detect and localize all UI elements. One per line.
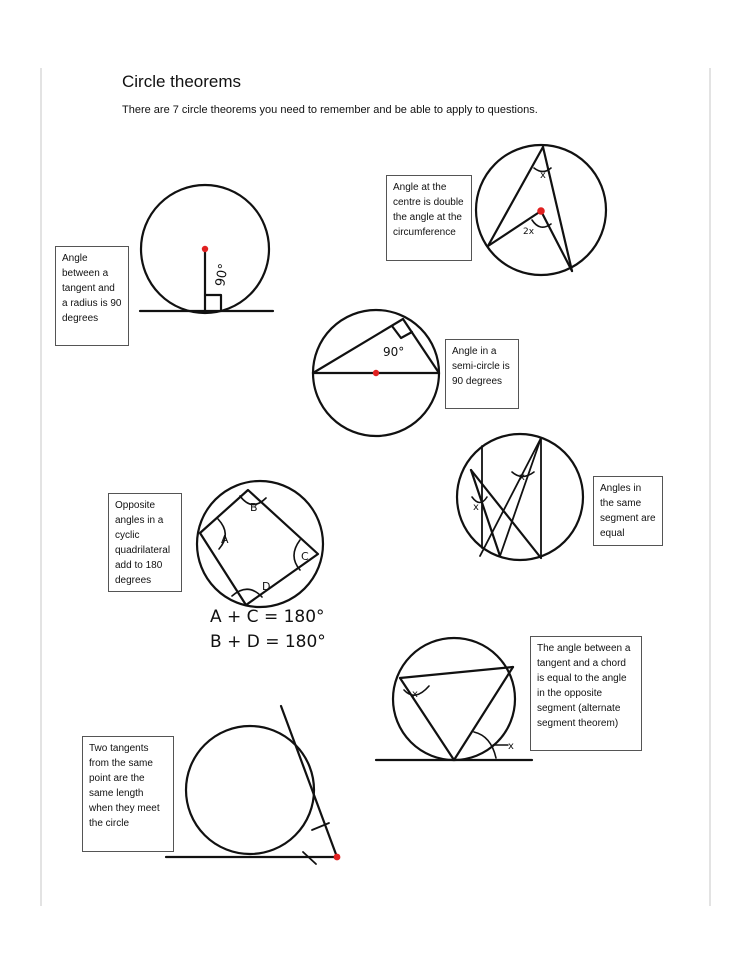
- note-tangent-radius: Angle between a tangent and a radius is 90 degrees: [55, 246, 129, 346]
- equation-b-plus-d: B + D = 180°: [210, 632, 326, 652]
- diagram-cyclic-quadrilateral: [197, 481, 326, 652]
- label-A: A: [221, 533, 229, 546]
- note-centre-double: Angle at the centre is double the angle at the circumference: [386, 175, 472, 261]
- page-subtitle: There are 7 circle theorems you need to remember and be able to apply to questions.: [122, 104, 538, 116]
- external-point-dot: [334, 854, 341, 861]
- diagram-tangent-radius: [140, 185, 273, 313]
- centre-dot: [202, 246, 208, 252]
- label-ninety-degrees: 90°: [383, 345, 405, 359]
- label-x: x: [508, 741, 514, 752]
- label-two-x: 2x: [523, 227, 535, 237]
- diagram-alternate-segment: [376, 638, 532, 760]
- diagram-angle-at-centre: [476, 145, 606, 275]
- label-ninety-degrees: 90°: [213, 262, 232, 288]
- label-D: D: [262, 580, 271, 593]
- diagram-semicircle: [313, 310, 439, 436]
- label-B: B: [250, 501, 258, 514]
- diagram-same-segment: [457, 434, 583, 560]
- note-semicircle: Angle in a semi-circle is 90 degrees: [445, 339, 519, 409]
- label-x: x: [412, 689, 418, 700]
- label-x: x: [519, 472, 525, 483]
- page-title: Circle theorems: [122, 72, 242, 91]
- label-x: x: [473, 502, 479, 513]
- note-cyclic-quadrilateral: Opposite angles in a cyclic quadrilateral add to 180 degrees: [108, 493, 182, 592]
- equation-a-plus-c: A + C = 180°: [210, 607, 325, 627]
- note-two-tangents: Two tangents from the same point are the same length when they meet the circle: [82, 736, 174, 852]
- centre-dot: [537, 207, 545, 215]
- label-C: C: [301, 550, 309, 563]
- label-x: x: [540, 170, 546, 181]
- centre-dot: [373, 370, 379, 376]
- diagram-two-tangents: [166, 706, 340, 864]
- note-same-segment: Angles in the same segment are equal: [593, 476, 663, 546]
- note-alternate-segment: The angle between a tangent and a chord is equal to the angle in the opposite segment (alternate segment theorem): [530, 636, 642, 751]
